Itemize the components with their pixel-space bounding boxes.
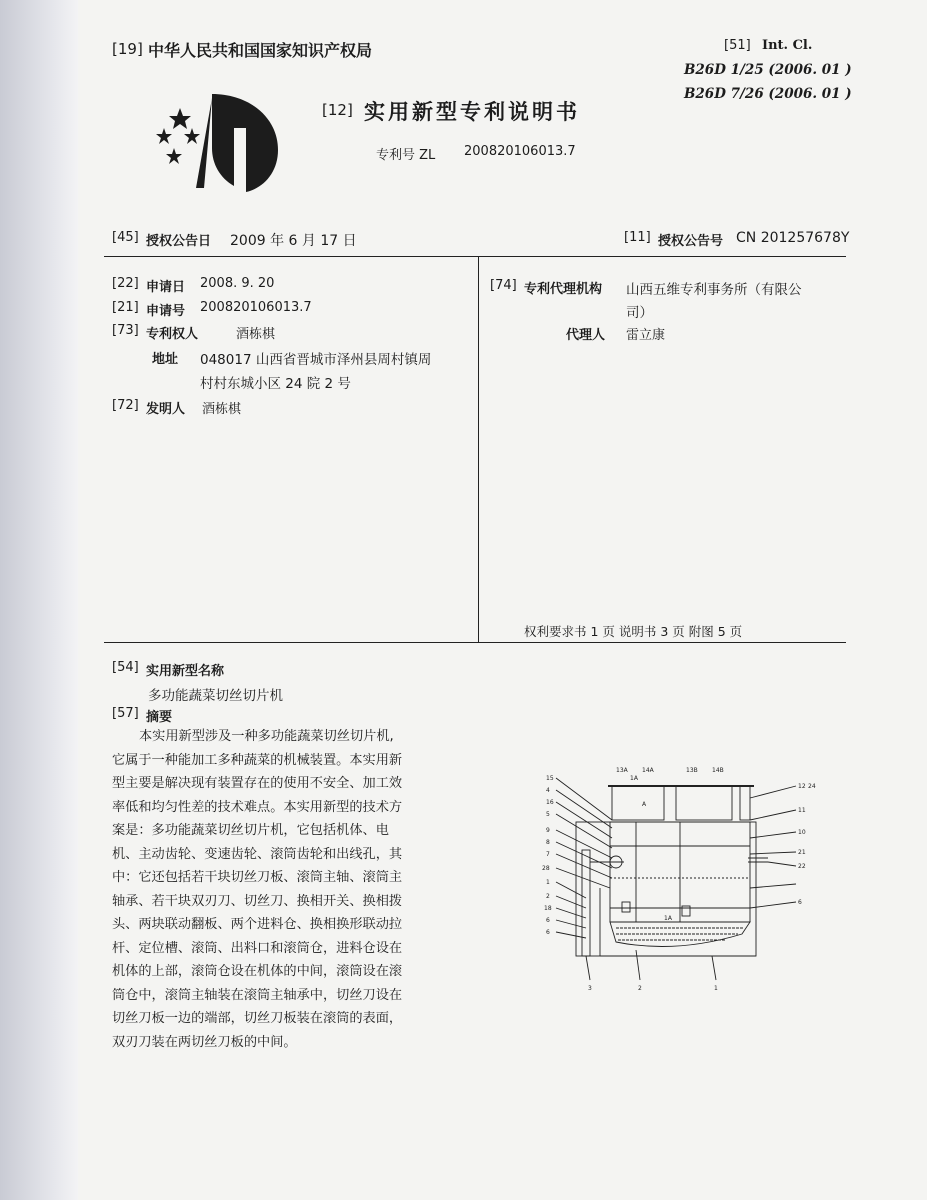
grant-date-code: [45] xyxy=(112,230,139,245)
fig-label-right: 12 xyxy=(798,783,806,790)
fig-label-right: 24 xyxy=(808,783,816,790)
agency-code: [74] xyxy=(490,278,517,293)
doc-type-title: 实用新型专利说明书 xyxy=(364,100,580,124)
fig-label-left: 1 xyxy=(546,879,550,886)
address-label: 地址 xyxy=(152,352,179,367)
machine-drawing xyxy=(516,758,846,998)
agency-line-2: 司） xyxy=(626,305,653,321)
grant-date-label: 授权公告日 xyxy=(146,234,212,249)
fig-label-1a-bottom: 1A xyxy=(664,915,672,922)
abstract-line: 它属于一种能加工多种蔬菜的机械装置。本实用新 xyxy=(112,752,403,768)
fig-label-left: 16 xyxy=(546,799,554,806)
fig-label-14a: 14A xyxy=(642,767,654,774)
abstract-line: 轴承、若干块双刃刀、切丝刀、换相开关、换相拨 xyxy=(112,893,403,909)
fig-label-left: 28 xyxy=(542,865,550,872)
abstract-code: [57] xyxy=(112,706,139,721)
holder-label: 专利权人 xyxy=(146,327,199,342)
fig-label-right: 11 xyxy=(798,807,806,814)
abstract-line: 切丝刀板一边的端部，切丝刀板装在滚筒的表面， xyxy=(112,1011,403,1026)
agent-label: 代理人 xyxy=(566,328,606,343)
title-code: [54] xyxy=(112,660,139,675)
abstract-line: 中：它还包括若干块切丝刀板、滚筒主轴、滚筒主 xyxy=(112,870,403,885)
office-name: 中华人民共和国国家知识产权局 xyxy=(148,41,373,60)
fig-label-bottom: 1 xyxy=(714,985,718,992)
sipo-logo xyxy=(150,88,290,198)
fig-label-right: 21 xyxy=(798,849,806,856)
filing-date-code: [22] xyxy=(112,276,139,291)
abstract-line: 机、主动齿轮、变速齿轮、滚筒齿轮和出线孔，其 xyxy=(112,846,403,862)
pages-summary: 权利要求书 1 页 说明书 3 页 附图 5 页 xyxy=(524,624,743,639)
fig-label-right: 6 xyxy=(798,899,802,906)
office-code: [19] xyxy=(112,40,143,58)
inventor: 酒栋棋 xyxy=(202,402,242,417)
app-no-code: [21] xyxy=(112,300,139,315)
fig-label-1a-top: 1A xyxy=(630,775,638,782)
fig-label-right: 10 xyxy=(798,829,806,836)
fig-label-left: 9 xyxy=(546,827,550,834)
fig-label-left: 6 xyxy=(546,929,550,936)
title-label: 实用新型名称 xyxy=(146,664,225,679)
fig-label-left: 8 xyxy=(546,839,550,846)
abstract-line: 双刃刀装在两切丝刀板的中间。 xyxy=(112,1034,297,1050)
binding-edge xyxy=(0,0,79,1200)
grant-no-code: [11] xyxy=(624,230,651,245)
intcl-label: Int. Cl. xyxy=(762,38,813,53)
grant-date: 2009 年 6 月 17 日 xyxy=(230,233,357,249)
fig-label-left: 5 xyxy=(546,811,550,818)
app-no: 200820106013.7 xyxy=(200,300,312,315)
fig-label-right: 22 xyxy=(798,863,806,870)
fig-label-13b: 13B xyxy=(686,767,698,774)
grant-no: CN 201257678Y xyxy=(736,230,850,246)
fig-label-left: 7 xyxy=(546,851,550,858)
fig-label-left: 6 xyxy=(546,917,550,924)
holder: 酒栋棋 xyxy=(236,327,276,342)
divider-top xyxy=(104,256,846,257)
fig-label-14b: 14B xyxy=(712,767,724,774)
address-line-2: 村村东城小区 24 院 2 号 xyxy=(200,376,351,392)
divider-bottom xyxy=(104,642,846,643)
filing-date: 2008. 9. 20 xyxy=(200,276,275,291)
fig-label-left: 18 xyxy=(544,905,552,912)
patent-no: 200820106013.7 xyxy=(464,144,576,159)
fig-label-left: 15 xyxy=(546,775,554,782)
intcl-item-1: B26D 1/25 (2006. 01 ) xyxy=(684,62,852,78)
fig-label-bottom: 3 xyxy=(588,985,592,992)
intcl-item-2: B26D 7/26 (2006. 01 ) xyxy=(684,86,852,102)
agent: 雷立康 xyxy=(626,328,666,343)
abstract-line: 头、两块联动翻板、两个进料仓、换相换形联动拉 xyxy=(112,917,403,932)
inventor-code: [72] xyxy=(112,398,139,413)
divider-center xyxy=(478,256,479,642)
holder-code: [73] xyxy=(112,323,139,338)
fig-label-bottom: 2 xyxy=(638,985,642,992)
abstract-label: 摘要 xyxy=(146,710,173,725)
address-line-1: 048017 山西省晋城市泽州县周村镇周 xyxy=(200,352,432,368)
agency-label: 专利代理机构 xyxy=(524,282,603,297)
fig-label-left: 4 xyxy=(546,787,550,794)
doc-type-code: [12] xyxy=(322,101,353,119)
inventor-label: 发明人 xyxy=(146,402,186,417)
abstract-line: 筒仓中，滚筒主轴装在滚筒主轴承中，切丝刀设在 xyxy=(112,987,403,1003)
abstract-line: 机体的上部，滚筒仓设在机体的中间，滚筒设在滚 xyxy=(112,964,403,979)
abstract-line: 案是：多功能蔬菜切丝切片机，它包括机体、电 xyxy=(112,823,389,838)
fig-label-13a: 13A xyxy=(616,767,628,774)
utility-model-title: 多功能蔬菜切丝切片机 xyxy=(148,688,283,704)
intcl-code: [51] xyxy=(724,38,751,53)
fig-label-a: A xyxy=(642,801,647,808)
agency-line-1: 山西五维专利事务所（有限公 xyxy=(626,282,802,298)
app-no-label: 申请号 xyxy=(146,304,186,319)
patent-page xyxy=(78,0,927,1200)
fig-label-left: 2 xyxy=(546,893,550,900)
abstract-line: 型主要是解决现有装置存在的使用不安全、加工效 xyxy=(112,776,403,791)
filing-date-label: 申请日 xyxy=(146,280,186,295)
abstract-line: 杆、定位槽、滚筒、出料口和滚筒仓，进料仓设在 xyxy=(112,940,403,956)
patent-no-label: 专利号 ZL xyxy=(376,148,436,163)
grant-no-label: 授权公告号 xyxy=(658,234,724,249)
abstract-line: 率低和均匀性差的技术难点。本实用新型的技术方 xyxy=(112,799,403,815)
abstract-line: 本实用新型涉及一种多功能蔬菜切丝切片机, xyxy=(139,729,394,744)
abstract-text xyxy=(112,725,482,1054)
